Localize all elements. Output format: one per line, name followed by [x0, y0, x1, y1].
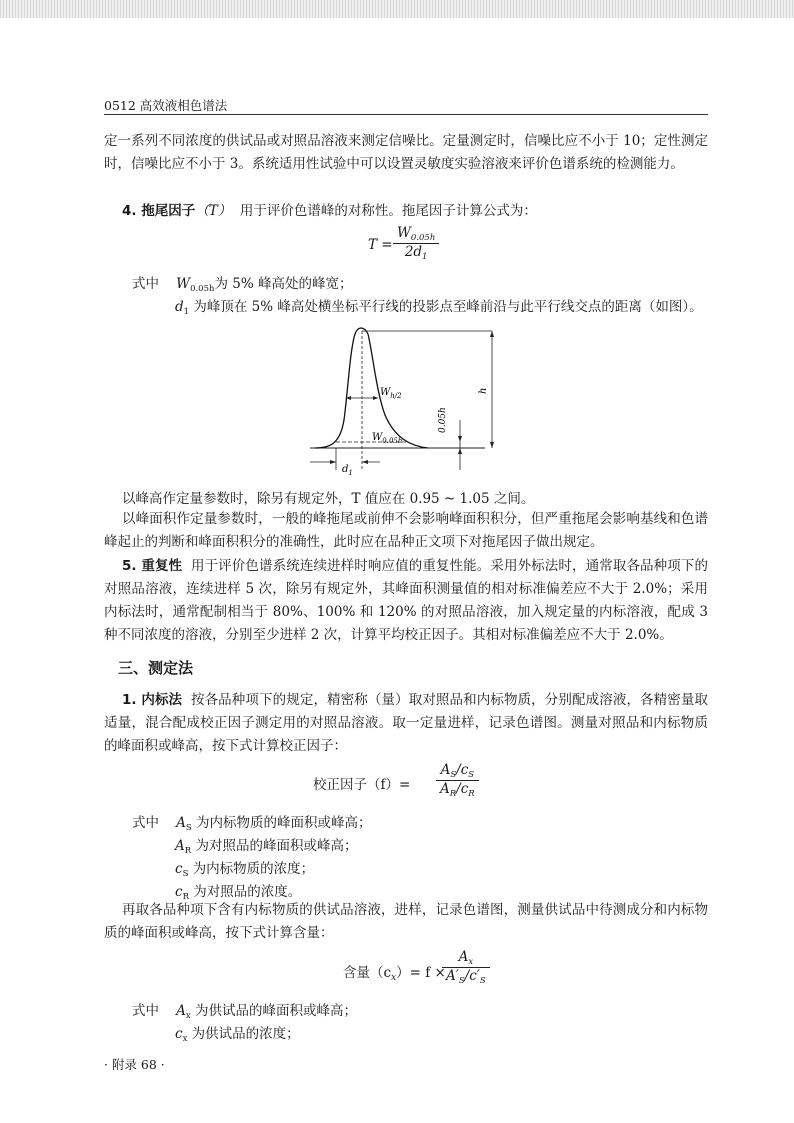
method-internal-standard-label: 1. 内标法 [122, 692, 183, 708]
header-rule [104, 114, 708, 115]
peak-curve [315, 328, 428, 448]
where-lead: 式中 [132, 276, 159, 292]
formula-f-fraction [436, 762, 479, 799]
page-footer: · 附录 68 · [104, 1057, 165, 1072]
label-h: h [478, 387, 489, 394]
where-block-1-line1: 式中 $W_{0.05h}$为 5% 峰高处的峰宽； [132, 276, 353, 294]
formula-c-denominator: $A'_S/c'_S$ [446, 968, 486, 986]
where-block-2-item-4: $c_R$ 为对照品的浓度。 [175, 884, 302, 902]
item-tailing-text: 用于评价色谱峰的对称性。拖尾因子计算公式为： [239, 203, 537, 219]
item-tailing-label: 4. 拖尾因子 [122, 203, 196, 219]
paragraph-peak-height: 以峰高作定量参数时，除另有规定外，T 值应在 0.95 ~ 1.05 之间。 [122, 491, 535, 507]
formula-c-lhs: 含量$(c_x)= f$ × [343, 965, 446, 983]
where-block-1-line2: $d_1$ 为峰顶在 5% 峰高处横坐标平行线的投影点至峰前沿与此平行线交点的距离（如图）。 [175, 299, 703, 317]
paragraph-content-calc: 再取各品种项下含有内标物质的供试品溶液，进样，记录色谱图，测量供试品中待测成分和内标物质的峰面积或峰高，按下式计算含量： [104, 902, 708, 941]
paragraph-peak-area: 以峰面积作定量参数时，一般的峰拖尾或前伸不会影响峰面积积分，但严重拖尾会影响基线和色谱峰起止的判断和峰面积积分的准确性，此时应在品种正文项下对拖尾因子做出规定。 [104, 511, 708, 550]
formula-f-lhs: 校正因子（f）= [313, 777, 411, 793]
method-internal-standard-text: 按各品种项下的规定，精密称（量）取对照品和内标物质，分别配成溶液，各精密量取适量，混合配成校正因子测定用的对照品溶液。取一定量进样，记录色谱图。测量对照品和内标物质的峰面积或峰高，按下式计算校正因子： [104, 692, 708, 754]
formula-t-denominator: $2d_1$ [404, 244, 428, 262]
where-block-2-item-2: $A_R$ 为对照品的峰面积或峰高； [175, 838, 358, 856]
method-internal-standard [104, 689, 708, 758]
label-005h: 0.05h [438, 407, 448, 433]
paragraph-snr: 定一系列不同浓度的供试品或对照品溶液来测定信噪比。定量测定时，信噪比应不小于 10；定性测定时，信噪比应不小于 3。系统适用性试验中可以设置灵敏度实验溶液来评价色谱系统的检测能力。 [104, 133, 708, 172]
formula-c-fraction [442, 949, 490, 986]
where-block-2-item-3: $c_S$ 为内标物质的浓度； [175, 861, 315, 879]
section-heading-method: 三、测定法 [118, 659, 194, 677]
where-block-2-item-1: 式中 $A_S$ 为内标物质的峰面积或峰高； [132, 815, 372, 833]
tailing-peak-figure [300, 320, 520, 480]
running-header: 0512 高效液相色谱法 [104, 98, 228, 113]
formula-t-numerator: $W_{0.05h}$ [393, 225, 439, 244]
formula-c-numerator: $A_x$ [442, 949, 490, 968]
item-repeatability-label: 5. 重复性 [122, 558, 183, 574]
where-block-3-item-2: $c_x$ 为供试品的浓度； [175, 1026, 300, 1044]
item-repeatability [104, 555, 708, 647]
formula-f-numerator: $A_S/c_S$ [436, 762, 479, 781]
item-tailing-factor [122, 199, 537, 219]
label-w005h: $W_{0.05h}$ [372, 432, 403, 445]
item-tailing-symbol: （T） [195, 203, 232, 219]
scan-top-band [0, 0, 794, 18]
item-repeatability-text: 用于评价色谱系统连续进样时响应值的重复性能。采用外标法时，通常取各品种项下的对照品溶液，连续进样 5 次，除另有规定外，其峰面积测量值的相对标准偏差应不大于 2.0%；采用内标法时，通常配制相当于 80%、100% 和 120% 的对照品溶液，加入规定量的内标溶液，配成 3 种不同浓度的溶液，分别至少进样 2 次，计算平均校正因子。其相对标准偏差应不大于 2.0%。 [104, 558, 708, 643]
formula-t-lhs: T = [368, 237, 393, 253]
where-block-3-item-1: 式中 $A_x$ 为供试品的峰面积或峰高； [132, 1003, 358, 1021]
formula-f-denominator: $A_R/c_R$ [440, 781, 475, 799]
formula-t-fraction [393, 225, 439, 262]
label-d1: $d_1$ [342, 464, 353, 477]
label-wh2: $W_{h/2}$ [380, 387, 402, 400]
